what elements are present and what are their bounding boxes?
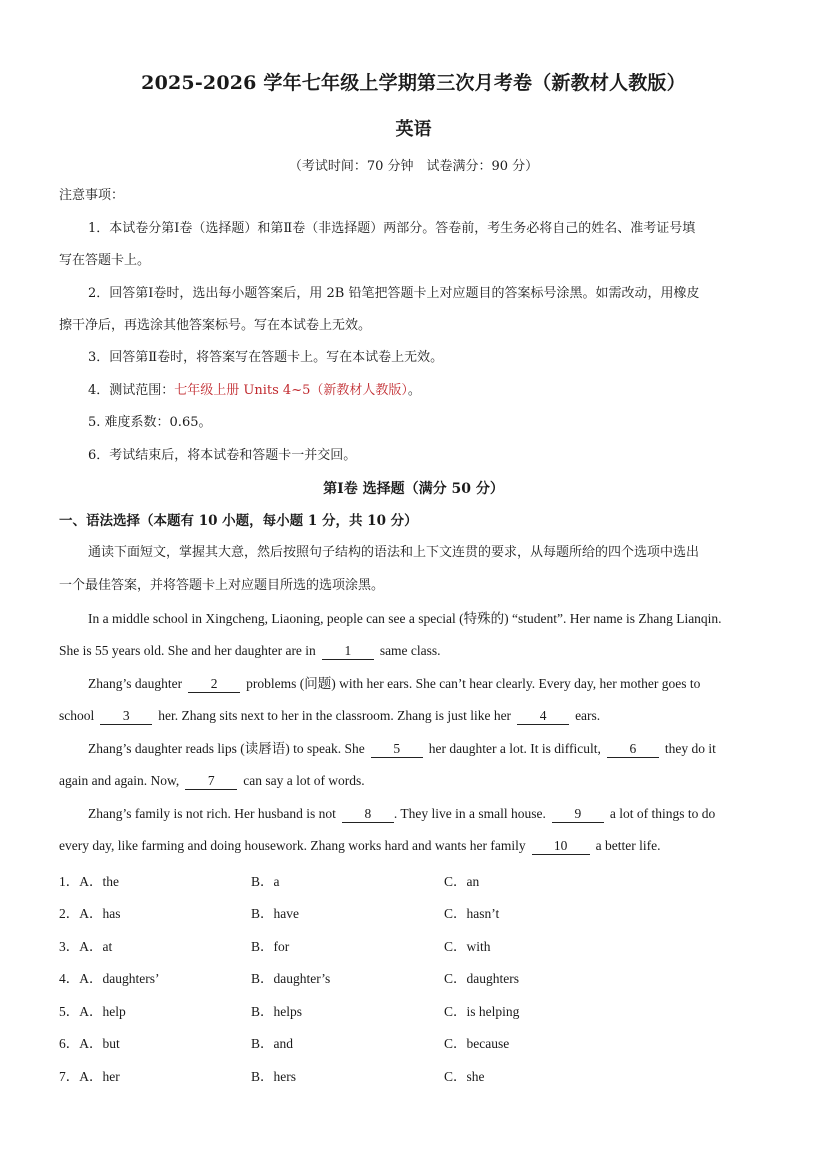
option-b: B．and <box>251 1036 293 1051</box>
text-segment: again and again. Now, <box>59 773 180 788</box>
notice-item-1-cont: 写在答题卡上。 <box>59 253 151 268</box>
option-a: 1．A．the <box>59 874 119 889</box>
option-c: C．is helping <box>444 1004 520 1019</box>
option-a: 2．A．has <box>59 906 121 921</box>
option-a: 6．A．but <box>59 1036 120 1051</box>
text-segment: Zhang’s family is not rich. Her husband is not <box>88 806 336 821</box>
option-a: 4．A．daughters’ <box>59 971 160 986</box>
exam-info: （考试时间：70 分钟 试卷满分：90 分） <box>288 159 539 174</box>
instruction-line-2: 一个最佳答案，并将答题卡上对应题目所选的选项涂黑。 <box>59 578 385 593</box>
notice-item-3: 3．回答第Ⅱ卷时，将答案写在答题卡上。写在本试卷上无效。 <box>88 350 444 365</box>
blank-6: 6 <box>607 741 659 758</box>
option-a: 3．A．at <box>59 939 113 954</box>
notice-item-5: 5. 难度系数：0.65。 <box>88 415 212 430</box>
notice-item-2-cont: 擦干净后，再选涂其他答案标号。写在本试卷上无效。 <box>59 318 372 333</box>
option-c: C．an <box>444 874 480 889</box>
text-segment: a lot of things to do <box>609 806 716 821</box>
passage-p2-line-2 <box>59 706 771 726</box>
part-title: 一、语法选择（本题有 10 小题，每小题 1 分，共 10 分） <box>59 513 418 529</box>
option-c: C．hasn’t <box>444 906 500 921</box>
text-segment: Zhang’s daughter reads lips (读唇语) to speak. She <box>88 741 365 756</box>
option-c: C．daughters <box>444 971 519 986</box>
option-b: B．for <box>251 939 290 954</box>
option-a: 7．A．her <box>59 1069 120 1084</box>
notice-item-1: 1．本试卷分第Ⅰ卷（选择题）和第Ⅱ卷（非选择题）两部分。答卷前，考生务必将自己的姓名、准考证号填 <box>88 221 696 236</box>
passage-p4-line-2 <box>59 836 771 856</box>
exam-title: 2025-2026 学年七年级上学期第三次月考卷（新教材人教版） <box>141 72 686 94</box>
section-title: 第Ⅰ卷 选择题（满分 50 分） <box>323 481 504 497</box>
exam-subject: 英语 <box>395 119 432 140</box>
notice-item-2: 2．回答第Ⅰ卷时，选出每小题答案后，用 2B 铅笔把答题卡上对应题目的答案标号涂黑。如需改动，用橡皮 <box>88 286 700 301</box>
notice-item-4 <box>88 381 771 401</box>
text-segment: her daughter a lot. It is difficult, <box>428 741 601 756</box>
option-b: B．have <box>251 906 299 921</box>
passage-p1-line-2 <box>59 641 771 661</box>
instruction-line-1: 通读下面短文，掌握其大意，然后按照句子结构的语法和上下文连贯的要求，从每题所给的四个选项中选出 <box>88 545 700 560</box>
blank-7: 7 <box>185 773 237 790</box>
text-segment: same class. <box>379 643 441 658</box>
option-b: B．helps <box>251 1004 303 1019</box>
passage-p3-line-2 <box>59 771 771 791</box>
notice-item-6: 6．考试结束后，将本试卷和答题卡一并交回。 <box>88 448 357 463</box>
text-segment: they do it <box>664 741 716 756</box>
passage-p1-line-1: In a middle school in Xingcheng, Liaoning, people can see a special (特殊的) “student”. Her name is Zhang Lianqin. <box>88 611 722 626</box>
blank-5: 5 <box>371 741 423 758</box>
blank-1: 1 <box>322 643 374 660</box>
blank-2: 2 <box>188 676 240 693</box>
notice-item-4-suffix: 。 <box>407 383 421 398</box>
text-segment: problems (问题) with her ears. She can’t hear clearly. Every day, her mother goes to <box>246 676 701 691</box>
blank-8: 8 <box>342 806 394 823</box>
option-b: B．hers <box>251 1069 296 1084</box>
text-segment: can say a lot of words. <box>243 773 365 788</box>
notice-heading: 注意事项： <box>59 188 125 203</box>
test-range: 七年级上册 Units 4~5（新教材人教版） <box>174 383 408 398</box>
text-segment: every day, like farming and doing housework. Zhang works hard and wants her family <box>59 838 526 853</box>
text-segment: Zhang’s daughter <box>88 676 183 691</box>
option-b: B．a <box>251 874 280 889</box>
text-segment: . They live in a small house. <box>393 806 546 821</box>
passage-p2-line-1 <box>88 674 771 694</box>
option-c: C．with <box>444 939 491 954</box>
blank-9: 9 <box>552 806 604 823</box>
blank-10: 10 <box>532 838 590 855</box>
notice-item-4-prefix: 4．测试范围： <box>88 383 175 398</box>
text-segment: school <box>59 708 95 723</box>
option-c: C．because <box>444 1036 510 1051</box>
option-c: C．she <box>444 1069 485 1084</box>
text-segment: She is 55 years old. She and her daughter are in <box>59 643 316 658</box>
text-segment: ears. <box>575 708 601 723</box>
blank-3: 3 <box>100 708 152 725</box>
option-a: 5．A．help <box>59 1004 126 1019</box>
text-segment: her. Zhang sits next to her in the classroom. Zhang is just like her <box>158 708 512 723</box>
blank-4: 4 <box>517 708 569 725</box>
option-b: B．daughter’s <box>251 971 331 986</box>
passage-p3-line-1 <box>88 739 771 759</box>
text-segment: a better life. <box>595 838 661 853</box>
passage-p4-line-1 <box>88 804 771 824</box>
